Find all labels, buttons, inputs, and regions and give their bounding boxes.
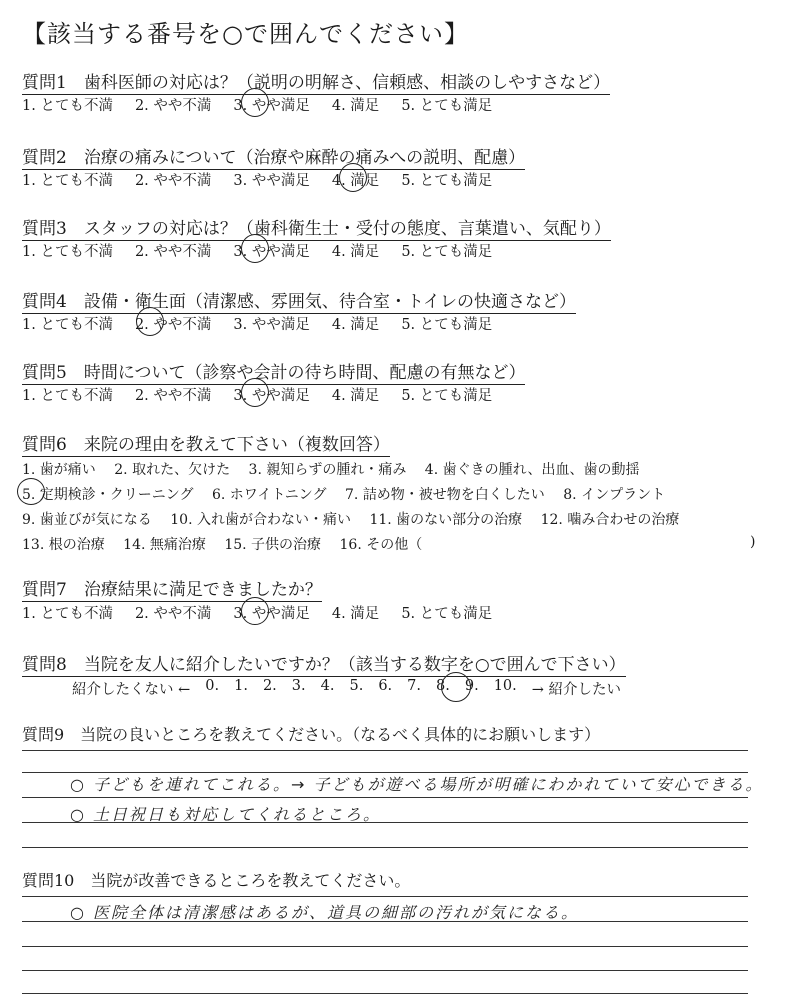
reason-option[interactable]: 10. 入れ歯が合わない・痛い	[170, 512, 351, 528]
reason-option[interactable]: 8. インプラント	[563, 487, 666, 503]
q3-heading	[22, 214, 611, 239]
option-4[interactable]: 4. 満足	[331, 606, 380, 622]
option-1[interactable]: 1. とても不満	[22, 317, 113, 333]
option-1[interactable]: 1. とても不満	[22, 98, 113, 114]
q8-label: 質問8 当院を友人に紹介したいですか？（該当する数字を○で囲んで下さい）	[22, 655, 626, 675]
option-4[interactable]: 4. 満足	[331, 98, 380, 114]
reason-option[interactable]: 4. 歯ぐきの腫れ、出血、歯の動揺	[424, 462, 640, 478]
q9-label: 質問9 当院の良いところを教えてください。（なるべく具体的にお願いします）	[22, 725, 601, 744]
q8-selection-circle	[441, 672, 471, 702]
reason-option[interactable]: 1. 歯が痛い	[22, 462, 96, 478]
answer-line	[22, 896, 748, 897]
option-2[interactable]: 2. やや不満	[134, 98, 212, 114]
reason-option[interactable]: 16. その他（	[339, 537, 423, 553]
q5-heading	[22, 358, 525, 383]
q6-row-3	[22, 509, 693, 529]
q9-answer-2: ○ 土日祝日も対応してくれるところ。	[70, 805, 382, 824]
q1-heading	[22, 68, 610, 93]
q4-selection-circle	[136, 307, 164, 336]
reason-option[interactable]: 11. 歯のない部分の治療	[369, 512, 523, 528]
scale-1[interactable]: 1.	[234, 678, 248, 694]
option-5[interactable]: 5. とても満足	[401, 98, 493, 114]
q5-selection-circle	[241, 378, 269, 407]
reason-option[interactable]: 14. 無痛治療	[123, 537, 206, 553]
scale-6[interactable]: 6.	[378, 678, 393, 694]
q1-selection-circle	[241, 88, 269, 117]
reason-option[interactable]: 9. 歯並びが気になる	[22, 512, 152, 528]
option-3[interactable]: 3. やや満足	[233, 606, 310, 622]
scale-5[interactable]: 5.	[349, 678, 364, 694]
answer-line	[22, 797, 748, 798]
q7-selection-circle	[241, 597, 269, 625]
option-4[interactable]: 4. 満足	[331, 173, 380, 189]
option-3[interactable]: 3. やや満足	[233, 244, 310, 260]
q10-answer-1: ○ 医院全体は清潔感はあるが、道具の細部の汚れが気になる。	[70, 903, 580, 922]
q6-selection-circle	[17, 478, 45, 505]
q4-label: 質問4 設備・衛生面（清潔感、雰囲気、待合室・トイレの快適さなど）	[22, 292, 576, 312]
answer-line	[22, 946, 748, 947]
scale-2[interactable]: 2.	[262, 678, 277, 694]
reason-option[interactable]: 3. 親知らずの腫れ・痛み	[248, 462, 407, 478]
q6-row-1	[22, 459, 653, 479]
q2-label: 質問2 治療の痛みについて（治療や麻酔の痛みへの説明、配慮）	[22, 148, 526, 168]
scale-0[interactable]: 0.	[205, 678, 220, 694]
reason-option[interactable]: 2. 取れた、欠けた	[114, 462, 231, 478]
reason-option[interactable]: 7. 詰め物・被せ物を白くしたい	[345, 487, 545, 503]
option-3[interactable]: 3. やや満足	[233, 98, 310, 114]
answer-line	[22, 993, 748, 994]
option-4[interactable]: 4. 満足	[331, 244, 380, 260]
q5-label: 質問5 時間について（診察や会計の待ち時間、配慮の有無など）	[22, 363, 526, 383]
reason-option[interactable]: 15. 子供の治療	[224, 537, 322, 553]
q8-heading	[22, 650, 626, 675]
option-3[interactable]: 3. やや満足	[233, 173, 310, 189]
option-2[interactable]: 2. やや不満	[134, 244, 212, 260]
answer-line	[22, 921, 748, 922]
option-1[interactable]: 1. とても不満	[22, 388, 113, 404]
option-2[interactable]: 2. やや不満	[134, 173, 212, 189]
q7-heading	[22, 575, 322, 600]
q2-selection-circle	[339, 163, 367, 192]
option-3[interactable]: 3. やや満足	[233, 317, 310, 333]
option-2[interactable]: 2. やや不満	[134, 606, 212, 622]
form-title: 【該当する番号を○で囲んでください】	[22, 20, 469, 48]
scale-7[interactable]: 7.	[407, 678, 422, 694]
answer-line	[22, 750, 748, 751]
q6-label: 質問6 来院の理由を教えて下さい（複数回答）	[22, 435, 390, 455]
option-4[interactable]: 4. 満足	[331, 388, 380, 404]
option-1[interactable]: 1. とても不満	[22, 244, 113, 260]
q4-heading	[22, 287, 576, 312]
option-5[interactable]: 5. とても満足	[401, 317, 493, 333]
q6-row-4	[22, 534, 762, 554]
other-close-paren: )	[750, 534, 756, 550]
q10-label: 質問10 当院が改善できるところを教えてください。	[22, 871, 411, 890]
reason-option[interactable]: 13. 根の治療	[22, 537, 105, 553]
q6-row-2	[22, 484, 679, 504]
q9-answer-1: ○ 子どもを連れてこれる。→ 子どもが遊べる場所が明確にわかれていて安心できる。	[70, 775, 764, 794]
q1-label: 質問1 歯科医師の対応は？（説明の明解さ、信頼感、相談のしやすさなど）	[22, 73, 611, 93]
option-2[interactable]: 2. やや不満	[134, 317, 212, 333]
answer-line	[22, 822, 748, 823]
answer-line	[22, 970, 748, 971]
option-1[interactable]: 1. とても不満	[22, 173, 113, 189]
option-2[interactable]: 2. やや不満	[134, 388, 212, 404]
q8-scale	[72, 678, 636, 699]
scale-8[interactable]: 8.	[436, 678, 450, 694]
reason-option[interactable]: 6. ホワイトニング	[211, 487, 327, 503]
reason-option[interactable]: 12. 噛み合わせの治療	[540, 512, 680, 528]
q2-options	[22, 169, 514, 190]
answer-line	[22, 847, 748, 848]
option-1[interactable]: 1. とても不満	[22, 606, 113, 622]
option-5[interactable]: 5. とても満足	[401, 173, 493, 189]
option-3[interactable]: 3. やや満足	[233, 388, 310, 404]
scale-left-label: 紹介したくない ←	[72, 682, 191, 698]
q6-heading	[22, 430, 390, 455]
scale-right-label: → 紹介したい	[531, 682, 622, 698]
q4-options	[22, 313, 514, 334]
option-4[interactable]: 4. 満足	[331, 317, 380, 333]
reason-option[interactable]: 5. 定期検診・クリーニング	[22, 487, 194, 503]
q7-label: 質問7 治療結果に満足できましたか？	[22, 580, 322, 600]
q2-heading	[22, 143, 525, 168]
q3-label: 質問3 スタッフの対応は？（歯科衛生士・受付の態度、言葉遣い、気配り）	[22, 219, 611, 239]
scale-4[interactable]: 4.	[320, 678, 335, 694]
scale-3[interactable]: 3.	[291, 678, 306, 694]
scale-9[interactable]: 9.	[464, 678, 479, 694]
q3-selection-circle	[241, 234, 269, 263]
option-5[interactable]: 5. とても満足	[401, 606, 493, 622]
option-5[interactable]: 5. とても満足	[401, 244, 493, 260]
scale-10[interactable]: 10.	[493, 678, 517, 694]
option-5[interactable]: 5. とても満足	[401, 388, 493, 404]
